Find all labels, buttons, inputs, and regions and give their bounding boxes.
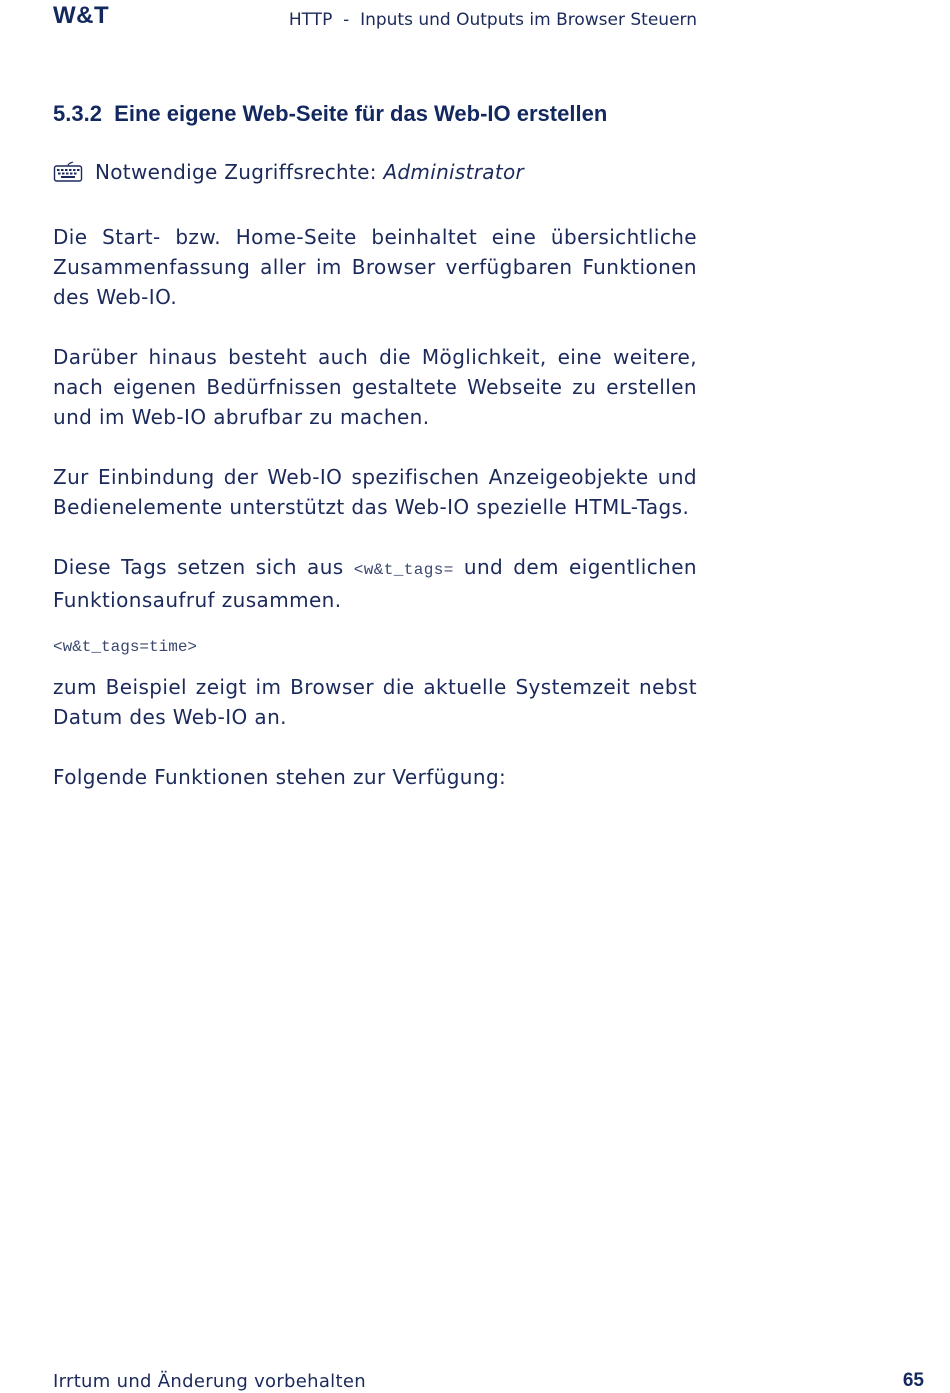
paragraph-example-description: zum Beispiel zeigt im Browser die aktuelle Systemzeit nebst Datum des Web-IO an. bbox=[53, 675, 697, 729]
paragraph-intro: Die Start- bzw. Home-Seite beinhaltet eine übersichtliche Zusammenfassung aller im Browser verfügbaren Funktionen des Web-IO. bbox=[53, 225, 697, 309]
paragraph-tag-syntax bbox=[53, 552, 697, 615]
paragraph-custom-page: Darüber hinaus besteht auch die Möglichkeit, eine weitere, nach eigenen Bedürfnissen gestaltete Webseite zu erstellen und im Web-IO abrufbar zu machen. bbox=[53, 345, 697, 429]
paragraph-functions-intro: Folgende Funktionen stehen zur Verfügung: bbox=[53, 765, 507, 789]
access-label: Notwendige Zugriffsrechte: bbox=[95, 160, 384, 184]
tag-prefix-code: <w&t_tags= bbox=[353, 561, 454, 579]
tag-syntax-text-end: und dem eigentlichen Funktionsaufruf zusammen. bbox=[53, 555, 697, 612]
code-example: <w&t_tags=time> bbox=[53, 638, 198, 656]
access-rights bbox=[53, 160, 524, 184]
keyboard-icon bbox=[53, 161, 83, 183]
running-title: HTTP - Inputs und Outputs im Browser Steuern bbox=[288, 10, 697, 30]
paragraph-html-tags: Zur Einbindung der Web-IO spezifischen Anzeigeobjekte und Bedienelemente unterstützt das Web-IO spezielle HTML-Tags. bbox=[53, 465, 697, 519]
access-role: Administrator bbox=[383, 160, 525, 184]
tag-syntax-text: Diese Tags setzen sich aus bbox=[53, 555, 354, 579]
page-number: 65 bbox=[902, 1370, 924, 1391]
footer-note: Irrtum und Änderung vorbehalten bbox=[53, 1371, 366, 1392]
section-title: 5.3.2 Eine eigene Web-Seite für das Web-IO erstellen bbox=[53, 101, 608, 126]
brand-logo: W&T bbox=[53, 2, 110, 29]
